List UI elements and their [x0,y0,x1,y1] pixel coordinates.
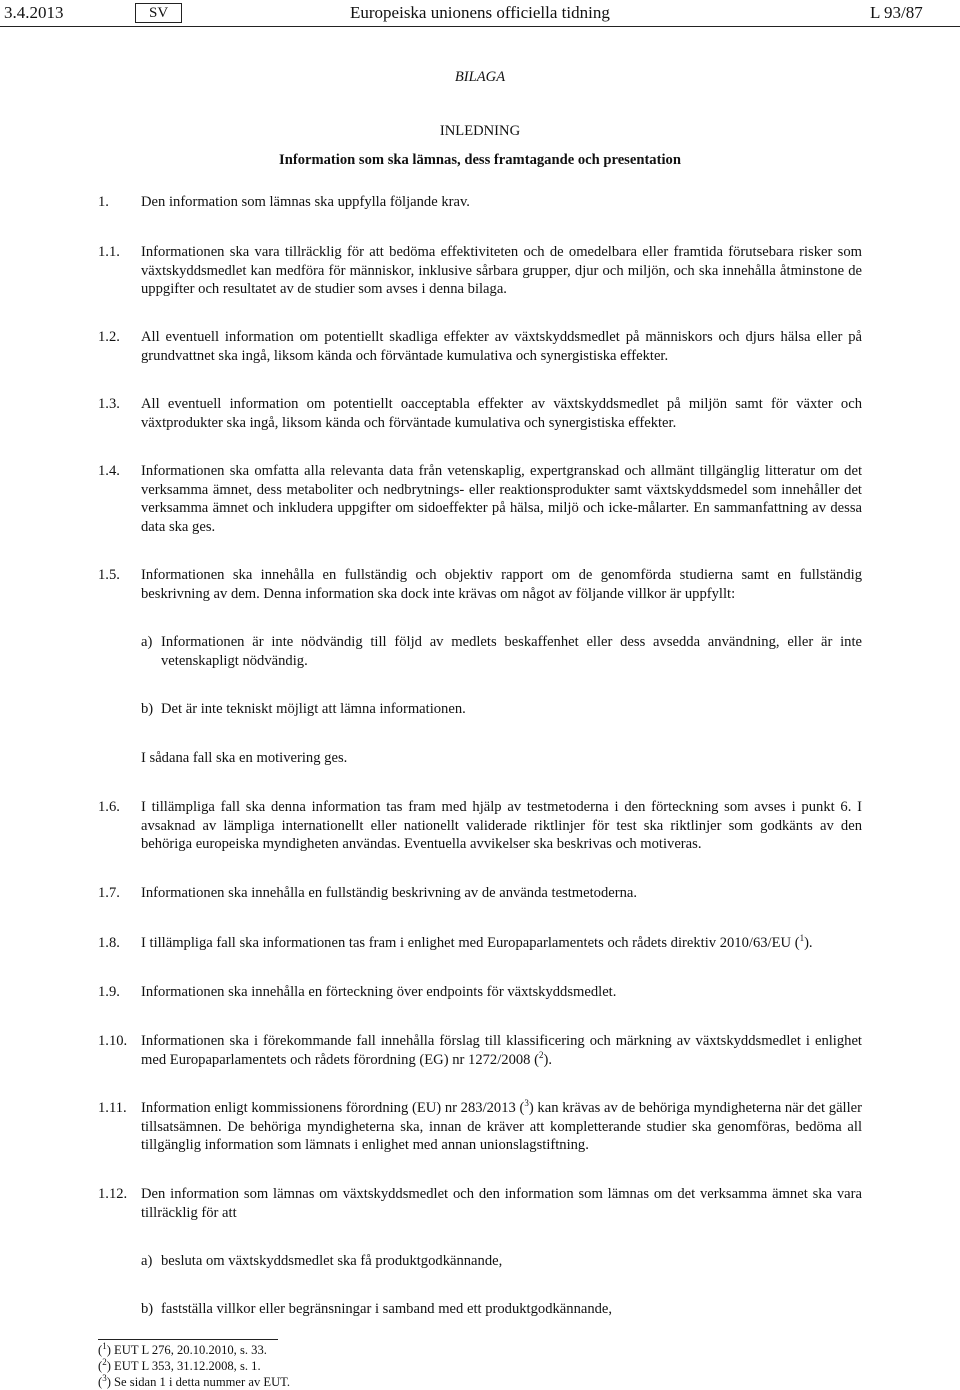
paragraph-number: 1.9. [98,984,120,1000]
paragraph-text: Informationen ska omfatta alla relevanta data från vetenskaplig, expertgranskad och allmänt tillgänglig litteratur om det verksamma ämnet, dess metaboliter och nedbrytnings- eller reaktionsprodukter samt växtskyddsmedel som innehåller det verksamma ämnet och inkludera uppgifter om sidoeffekter på hälsa, miljö och icke-målarter. En sammanfattning av dessa data ska ges. [141,463,862,535]
footnote: ($^2$) EUT L 353, 31.12.2008, s. 1. [98,1356,261,1373]
paragraph-number: 1.6. [98,799,120,815]
paragraph-number: 1.12. [98,1186,128,1202]
header-rule [0,26,960,27]
paragraph-number: 1.4. [98,463,120,479]
paragraph-number: 1.11. [98,1100,127,1116]
list-item-text: Det är inte tekniskt möjligt att lämna informationen. [161,701,466,717]
footnote: ($^3$) Se sidan 1 i detta nummer av EUT. [98,1372,291,1389]
header-date: 3.4.2013 [4,3,64,22]
introduction-title: INLEDNING [439,123,521,139]
footnote-ref[interactable]: 1 [799,933,805,944]
list-item-label: a) [141,634,153,650]
paragraph-number: 1.3. [98,396,120,412]
footnote-ref[interactable]: 2 [538,1049,544,1060]
paragraph-text: I tillämpliga fall ska informationen tas fram i enlighet med Europaparlamentets och rådets direktiv 2010/63/EU ($^1$). [141,933,813,951]
paragraph-text: I tillämpliga fall ska denna information tas fram med hjälp av testmetoderna i den förteckning som avses i punkt 6. I avsaknad av lämpliga internationellt eller nationellt validerade riktlinjer för test ska riktlinjer som godkänts av den behöriga europeiska myndigheten användas. Eventuella avvikelser ska beskrivas och motiveras. [141,799,862,853]
paragraph-closing-text: I sådana fall ska en motivering ges. [141,750,348,766]
section-number: 1. [98,194,109,210]
journal-title: Europeiska unionens officiella tidning [350,3,610,22]
list-item-label: b) [141,701,154,717]
paragraph-text: Informationen ska innehålla en fullständig beskrivning av de använda testmetoderna. [141,885,638,901]
paragraph-number: 1.7. [98,885,120,901]
annex-title: BILAGA [454,69,506,85]
paragraph-text: Informationen ska innehålla en förteckning över endpoints för växtskyddsmedlet. [141,984,617,1000]
paragraph-number: 1.2. [98,329,120,345]
paragraph-text: All eventuell information om potentiellt oacceptabla effekter av växtskyddsmedlet på miljön samt för växter och växtprodukter ska ingå, liksom kända och förväntade kumulativa och synergistiska effekter. [141,396,862,431]
paragraph-number: 1.5. [98,567,120,583]
list-item-text: fastställa villkor eller begränsningar i samband med ett produktgodkännande, [161,1301,613,1317]
paragraph-number: 1.8. [98,935,120,951]
paragraph-text: Informationen ska innehålla en fullständig och objektiv rapport om de genomförda studierna samt en fullständig beskrivning av dem. Denna information ska dock inte krävas om något av följande villkor är uppfyllt: [141,567,862,602]
language-badge: SV [135,3,182,23]
paragraph-text: Informationen ska vara tillräcklig för att bedöma effektiviteten och de omedelbara eller framtida förutsebara risker som växtskyddsmedlet kan medföra för människor, inklusive sårbara grupper, djur och miljön, och ska innehålla åtminstone de uppgifter och resultatet av de studier som avses i denna bilaga. [141,244,862,298]
paragraph-number: 1.10. [98,1033,128,1049]
page-reference: L 93/87 [870,3,923,22]
paragraph-text: Den information som lämnas om växtskyddsmedlet och den information som lämnas om det verksamma ämnet ska vara tillräcklig för att [141,1186,862,1221]
footnote: ($^1$) EUT L 276, 20.10.2010, s. 33. [98,1340,267,1357]
paragraph-number: 1.1. [98,244,120,260]
list-item-text: Informationen är inte nödvändig till följd av medlets beskaffenhet eller dess avsedda användning, eller är inte vetenskapligt nödvändig. [161,634,862,669]
list-item-label: a) [141,1253,153,1269]
list-item-label: b) [141,1301,154,1317]
section-intro-text: Den information som lämnas ska uppfylla följande krav. [141,194,470,210]
footnote-separator [98,1339,278,1340]
paragraph-text: Informationen ska i förekommande fall innehålla förslag till klassificering och märkning av växtskyddsmedlet i enlighet med Europaparlamentets och rådets förordning (EG) nr 1272/2008 ($^2$). [141,1033,862,1068]
list-item-text: besluta om växtskyddsmedlet ska få produktgodkännande, [161,1253,503,1269]
paragraph-text: All eventuell information om potentiellt skadliga effekter av växtskyddsmedlet på människors och djurs hälsa eller på grundvattnet ska ingå, liksom kända och förväntade kumulativa och synergistiska effekter. [141,329,862,364]
paragraph-text: Information enligt kommissionens förordning (EU) nr 283/2013 ($^3$) kan krävas av de behöriga myndigheterna när det gäller tillsatsämnen. De behöriga myndigheterna ska, innan de kräver att kompletterande studier ska genomföras, bedöma all tillgänglig information som lämnats i enlighet med annan unionslagstiftning. [141,1098,862,1154]
section-heading: Information som ska lämnas, dess framtagande och presentation [279,152,681,168]
footnote-ref[interactable]: 3 [524,1098,529,1109]
